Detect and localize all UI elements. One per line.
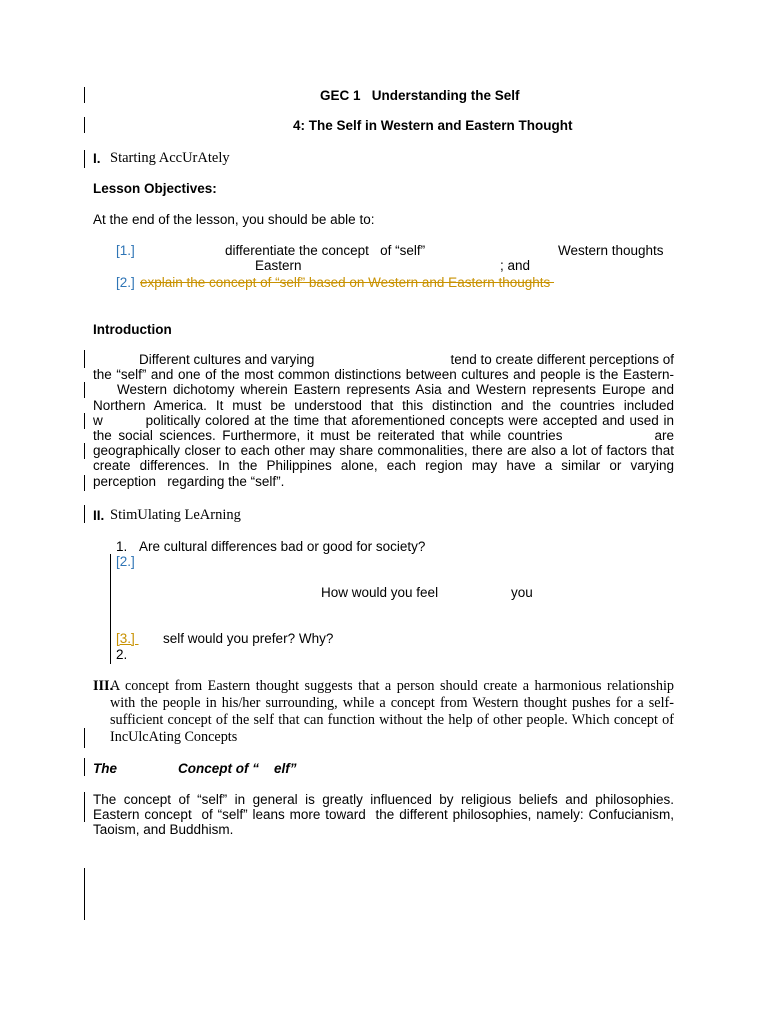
question-text: Are cultural differences bad or good for society?	[139, 539, 426, 554]
introduction-paragraph: Different cultures and varying tend to create different perceptions of the “self” and one of the most common distinctions between cultures and people is the Eastern- Western dichotomy wherein Eastern represents Asia and Western represents Europe and Northern America. It must be understood that this distinction and the countries included w politically colored at the time that aforementioned concepts were accepted and used in the social sciences. Furthermore, it must be reiterated that while countries are geographically closer to each other may share commonalities, there are also a lot of factors that create differences. In the Philippines alone, each region may have a similar or varying perception regarding the “self”.	[93, 352, 678, 489]
objectives-title: Lesson Objectives:	[93, 181, 217, 196]
change-bar	[84, 87, 85, 103]
question-number: 2.	[116, 647, 128, 662]
concept-heading: Concept of “ elf”	[178, 761, 297, 776]
question-number: [3.]	[116, 631, 139, 646]
change-bar	[110, 554, 111, 664]
change-bar	[84, 382, 85, 398]
change-bar	[84, 758, 85, 776]
objective-text: ; and	[500, 258, 531, 273]
section-heading: StimUlating LeArning	[110, 507, 241, 523]
section-numeral: I.	[93, 151, 101, 166]
change-bar	[84, 868, 85, 920]
objective-text: Eastern	[255, 258, 302, 273]
question-number: [2.]	[116, 554, 135, 569]
change-bar	[84, 117, 85, 133]
change-bar	[84, 728, 85, 748]
introduction-heading: Introduction	[93, 322, 172, 337]
objective-number: [2.]	[116, 275, 135, 290]
change-bar	[84, 443, 85, 459]
change-bar	[84, 413, 85, 429]
change-bar	[84, 475, 85, 491]
section-heading: Starting AccUrAtely	[110, 150, 230, 166]
objective-number: [1.]	[116, 243, 135, 258]
concept-heading: The	[93, 761, 118, 776]
question-text: you	[511, 585, 533, 600]
change-bar	[84, 150, 85, 168]
objectives-intro: At the end of the lesson, you should be able to:	[93, 212, 375, 227]
change-bar	[84, 350, 85, 368]
question-text: How would you feel	[321, 585, 439, 600]
objective-text: differentiate the concept of “self”	[225, 243, 426, 258]
lesson-title: 4: The Self in Western and Eastern Thought	[293, 118, 573, 133]
objective-text: Western thoughts	[558, 243, 664, 258]
concept-paragraph: The concept of “self” in general is greatly influenced by religious beliefs and philosophies. Eastern concept of “self” leans more toward the different philosophies, namely: Confucianism, Taoism, and Buddhism.	[93, 792, 674, 838]
change-bar	[84, 792, 85, 822]
question-number: 1.	[116, 539, 128, 554]
section-paragraph: A concept from Eastern thought suggests that a person should create a harmonious relationship with the people in his/her surrounding, while a concept from Western thought pushes for a self-sufficient concept of the self that can function without the help of other people. Which concept of IncUlcAting Concepts	[110, 678, 674, 745]
document-title: GEC 1 Understanding the Self	[320, 88, 520, 103]
section-numeral: III.	[93, 678, 114, 694]
question-text: self would you prefer? Why?	[163, 631, 334, 646]
deleted-objective-text: explain the concept of “self” based on Western and Eastern thoughts	[140, 275, 555, 290]
change-bar	[84, 505, 85, 523]
section-numeral: II.	[93, 508, 105, 523]
